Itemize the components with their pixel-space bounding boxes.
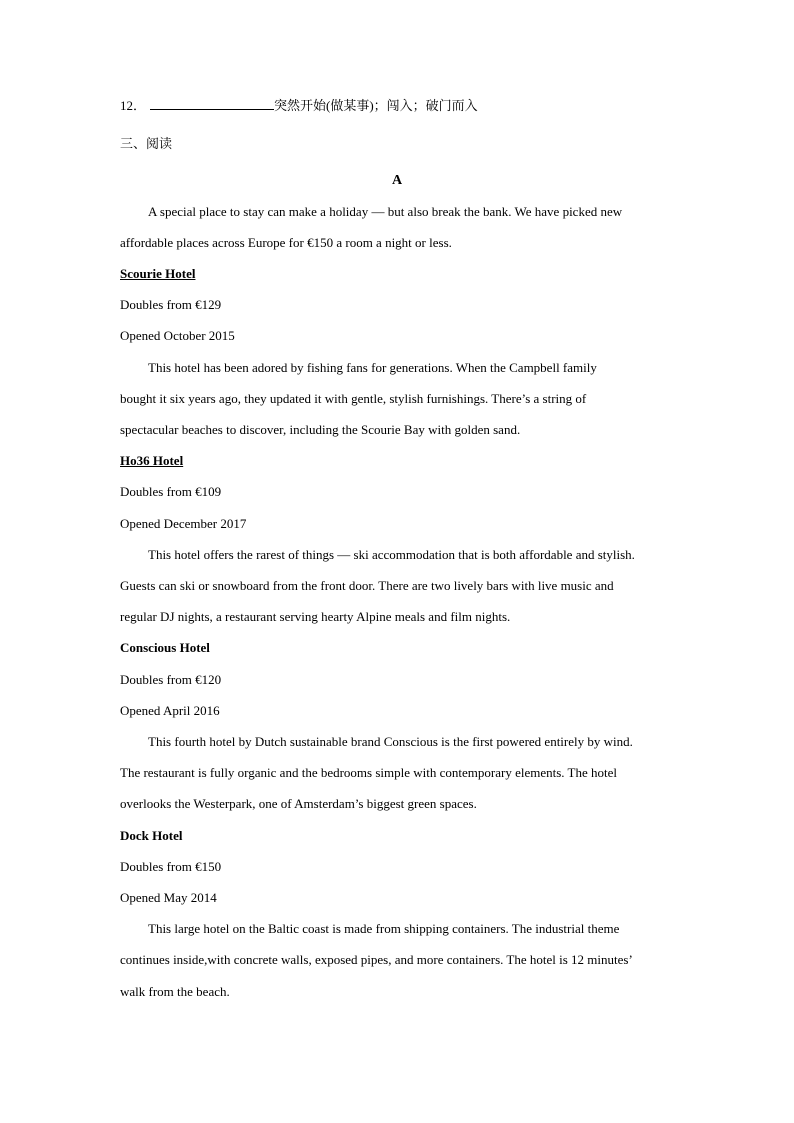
hotel-price: Doubles from €150 (120, 859, 222, 874)
question-12 (120, 96, 478, 115)
hotel-name: Scourie Hotel (120, 266, 196, 281)
hotel-desc-line: Guests can ski or snowboard from the front door. There are two lively bars with live music and (120, 578, 614, 593)
hotel-desc-line: The restaurant is fully organic and the bedrooms simple with contemporary elements. The hotel (120, 765, 617, 780)
answer-blank[interactable] (150, 96, 274, 110)
hotel-desc-line: This large hotel on the Baltic coast is made from shipping containers. The industrial theme (148, 921, 620, 936)
passage-label: A (391, 173, 403, 188)
hotel-desc-line: walk from the beach. (120, 984, 230, 999)
intro-line-2: affordable places across Europe for €150 a room a night or less. (120, 235, 452, 250)
hotel-opened: Opened May 2014 (120, 890, 217, 905)
hotel-opened: Opened October 2015 (120, 328, 235, 343)
hotel-desc-line: bought it six years ago, they updated it with gentle, stylish furnishings. There’s a string of (120, 391, 587, 406)
hotel-name: Conscious Hotel (120, 640, 210, 655)
hotel-desc-line: This hotel offers the rarest of things — ski accommodation that is both affordable and stylish. (148, 547, 635, 562)
hotel-desc-line: overlooks the Westerpark, one of Amsterdam’s biggest green spaces. (120, 796, 477, 811)
hotel-desc-line: This hotel has been adored by fishing fans for generations. When the Campbell family (148, 360, 597, 375)
hotel-desc-line: regular DJ nights, a restaurant serving hearty Alpine meals and film nights. (120, 609, 511, 624)
question-meaning: 突然开始(做某事)；闯入；破门而入 (274, 98, 478, 113)
section-title: 三、阅读 (120, 136, 173, 151)
hotel-opened: Opened December 2017 (120, 516, 247, 531)
question-number: 12． (120, 98, 147, 113)
hotel-desc-line: This fourth hotel by Dutch sustainable brand Conscious is the first powered entirely by wind. (148, 734, 633, 749)
hotel-desc-line: spectacular beaches to discover, including the Scourie Bay with golden sand. (120, 422, 521, 437)
hotel-name: Ho36 Hotel (120, 453, 184, 468)
hotel-price: Doubles from €120 (120, 672, 222, 687)
hotel-price: Doubles from €129 (120, 297, 222, 312)
hotel-price: Doubles from €109 (120, 484, 222, 499)
hotel-opened: Opened April 2016 (120, 703, 220, 718)
intro-line-1: A special place to stay can make a holiday — but also break the bank. We have picked new (148, 204, 623, 219)
hotel-name: Dock Hotel (120, 828, 183, 843)
hotel-desc-line: continues inside,with concrete walls, exposed pipes, and more containers. The hotel is 12 minutes’ (120, 952, 633, 967)
